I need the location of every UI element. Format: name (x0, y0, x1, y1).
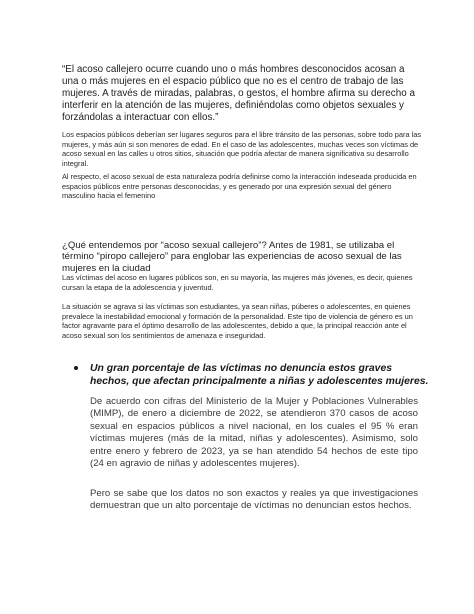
paragraph-victims: Las víctimas del acoso en lugares públicos son, en su mayoría, las mujeres más jóvenes, es decir, quienes cursan la etapa de la adolescencia y juventud. (62, 273, 413, 292)
paragraph-unreported: Pero se sabe que los datos no son exactos y reales ya que investigaciones demuestran que un alto porcentaje de víctimas no denuncian estos hechos. (90, 488, 418, 512)
paragraph-public-spaces: Los espacios públicos deberían ser lugares seguros para el libre tránsito de las personas, sobre todo para las mujeres, y más aún si son menores de edad. En el caso de las adolescentes, muchas veces son víctimas de acoso sexual en las calles u otros sitios, situación que podría afectar de manera significativa su desarrollo integral. (62, 130, 422, 168)
paragraph-situation: La situación se agrava si las víctimas son estudiantes, ya sean niñas, púberes o adolescentes, en quienes prevalece la inestabilidad emocional y formación de la personalidad. Este tipo de violencia de género es un factor agravante para el óptimo desarrollo de las adolescentes, debido a que, la principal reacción ante el acoso sexual son los sentimientos de amenaza e inseguridad. (62, 302, 413, 340)
paragraph-statistics: De acuerdo con cifras del Ministerio de la Mujer y Poblaciones Vulnerables (MIMP), de enero a diciembre de 2022, se atendieron 370 casos de acoso sexual en espacios públicos a nivel nacional, en los cuales el 95 % eran víctimas mujeres (más de la mitad, niñas y adolescentes). Asimismo, solo entre enero y febrero de 2023, ya se han atendido 54 hechos de este tipo (24 en agravio de niñas y adolescentes mujeres). (90, 396, 418, 470)
bullet-icon (74, 366, 78, 370)
question-heading: ¿Qué entendemos por “acoso sexual callejero”? Antes de 1981, se utilizaba el término “piropo callejero” para englobar las experiencias de acoso sexual de las mujeres en la ciudad (62, 240, 402, 274)
paragraph-definition: Al respecto, el acoso sexual de esta naturaleza podría definirse como la interacción indeseada producida en espacios públicos entre personas desconocidas, y es generado por una expresión sexual del género masculino hacia el femenino (62, 172, 417, 201)
bullet-text: Un gran porcentaje de las víctimas no denuncia estos graves hechos, que afectan principalmente a niñas y adolescentes mujeres. (90, 363, 429, 387)
opening-quote: “El acoso callejero ocurre cuando uno o más hombres desconocidos acosan a una o más mujeres en el espacio público que no es el centro de trabajo de las mujeres. A través de miradas, palabras, o gestos, el hombre afirma su derecho a interferir en la atención de las mujeres, definiéndolas como objetos sexuales y forzándolas a interactuar con ellos.” (62, 64, 415, 123)
